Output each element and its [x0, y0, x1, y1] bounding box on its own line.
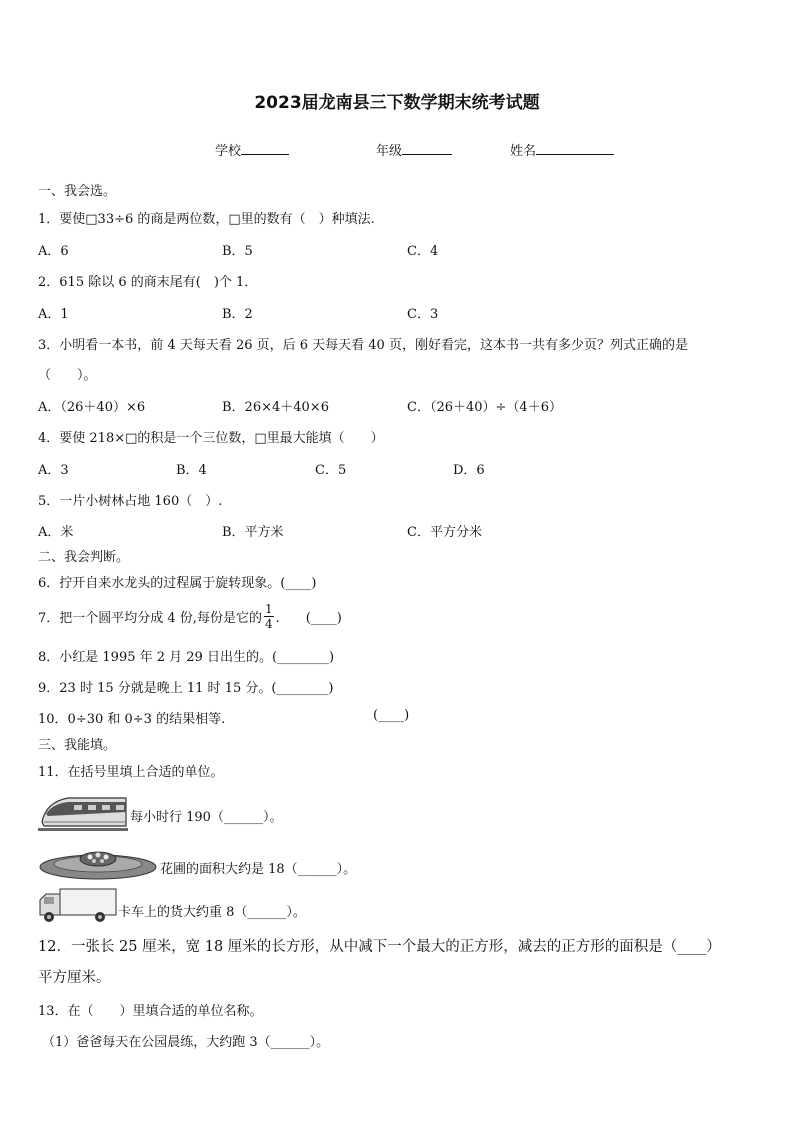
q11-train-text: 每小时行 190（______）。: [130, 810, 283, 825]
q2-option-a: A．1: [38, 307, 69, 322]
q1-option-a: A．6: [38, 244, 69, 259]
q4-option-a: A．3: [38, 463, 69, 478]
fraction-one-quarter: [264, 602, 274, 631]
q5-option-c: C．平方分米: [407, 525, 482, 540]
question-2: 2．615 除以 6 的商末尾有( )个 1．: [38, 275, 258, 290]
question-1: 1．要使□33÷6 的商是两位数，□里的数有（ ）种填法.: [38, 212, 375, 227]
q7-suffix: . (____): [275, 610, 342, 626]
page-title: 2023届龙南县三下数学期末统考试题: [254, 93, 540, 113]
school-blank[interactable]: [241, 141, 289, 155]
q2-option-b: B．2: [222, 307, 253, 322]
q1-option-b: B．5: [222, 244, 253, 259]
q7-text: 7．把一个圆平均分成 4 份,每份是它的: [38, 610, 262, 626]
question-12: 12．一张长 25 厘米，宽 18 厘米的长方形，从中减下一个最大的正方形，减去的正方形的面积是（____）: [38, 939, 721, 955]
q3-option-c: C．（26＋40）÷（4＋6）: [407, 400, 562, 415]
q4-option-d: D．6: [453, 463, 485, 478]
grade-blank[interactable]: [402, 141, 452, 155]
q1-option-c: C．4: [407, 244, 439, 259]
question-8: 8．小红是 1995 年 2 月 29 日出生的。(________): [38, 650, 335, 665]
q3-option-a: A．（26＋40）×6: [38, 400, 146, 415]
question-7: [38, 598, 342, 634]
school-label: 学校: [215, 144, 242, 159]
question-13: 13．在（ ）里填合适的单位名称。: [38, 1004, 263, 1019]
question-9: 9．23 时 15 分就是晚上 11 时 15 分。(________): [38, 681, 334, 696]
question-3: 3．小明看一本书，前 4 天每天看 26 页，后 6 天每天看 40 页，刚好看完，这本书一共有多少页？列式正确的是: [38, 338, 688, 353]
q11-garden-text: 花圃的面积大约是 18（______）。: [160, 862, 357, 877]
school-field: [215, 140, 289, 159]
q3-option-b: B．26×4＋40×6: [222, 400, 329, 415]
name-label: 姓名: [510, 144, 537, 159]
name-blank[interactable]: [536, 141, 614, 155]
q4-option-b: B．4: [176, 463, 207, 478]
fraction-denominator: 4: [264, 616, 273, 631]
question-10: 10．0÷30 和 0÷3 的结果相等.: [38, 712, 226, 727]
section-heading-3: 三、我能填。: [38, 738, 117, 753]
question-3-line2: （ ）。: [38, 368, 97, 383]
q2-option-c: C．3: [407, 307, 439, 322]
q11-truck-text: 卡车上的货大约重 8（______）。: [118, 905, 306, 920]
question-5: 5．一片小树林占地 160（ ）.: [38, 494, 223, 509]
question-12-line2: 平方厘米。: [38, 970, 111, 986]
section-heading-2: 二、我会判断。: [38, 550, 130, 565]
question-13-sub1: （1）爸爸每天在公园晨练，大约跑 3（______）。: [42, 1035, 330, 1050]
q4-option-c: C．5: [315, 463, 347, 478]
section-heading-1: 一、我会选。: [38, 184, 117, 199]
grade-field: [376, 140, 452, 159]
fraction-numerator: 1: [264, 601, 273, 616]
q5-option-b: B．平方米: [222, 525, 284, 540]
question-11: 11．在括号里填上合适的单位。: [38, 765, 224, 780]
question-10-blank: (____): [373, 708, 410, 723]
grade-label: 年级: [376, 144, 403, 159]
question-6: 6．拧开自来水龙头的过程属于旋转现象。(____): [38, 576, 317, 591]
train-icon: [38, 792, 128, 834]
q5-option-a: A．米: [38, 525, 74, 540]
truck-icon: [36, 886, 118, 924]
question-4: 4．要使 218×□的积是一个三位数，□里最大能填（ ）: [38, 431, 384, 446]
flowerbed-icon: [38, 847, 158, 881]
name-field: [510, 140, 614, 159]
